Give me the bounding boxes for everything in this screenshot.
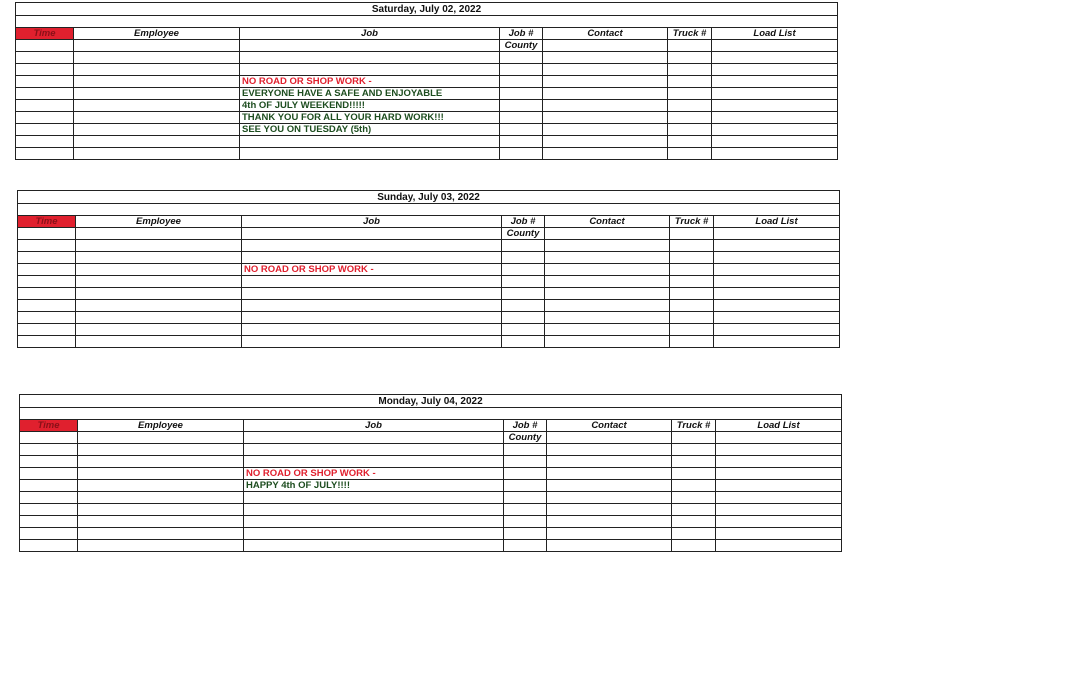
job-note: THANK YOU FOR ALL YOUR HARD WORK!!! [240,112,500,124]
table-row [18,240,840,252]
employee-column-header: Employee [76,216,242,228]
job-note: NO ROAD OR SHOP WORK - [242,264,502,276]
employee-column-header: Employee [74,28,240,40]
table-row [20,540,842,552]
job-note: 4th OF JULY WEEKEND!!!!! [240,100,500,112]
schedule-table-saturday [15,2,838,160]
contact-column-header: Contact [545,216,670,228]
job-number-column-header: Job # [504,420,547,432]
table-row [16,124,838,136]
employee-column-header: Employee [78,420,244,432]
table-row [16,88,838,100]
county-column-header: County [504,432,547,444]
table-row [20,504,842,516]
date-heading: Monday, July 04, 2022 [20,395,842,408]
date-heading: Saturday, July 02, 2022 [16,3,838,16]
job-number-column-header: Job # [502,216,545,228]
table-row [16,52,838,64]
table-row [20,480,842,492]
table-row [20,444,842,456]
table-row [20,516,842,528]
table-row [18,288,840,300]
table-row [18,324,840,336]
contact-column-header: Contact [543,28,668,40]
table-row [18,276,840,288]
job-note: NO ROAD OR SHOP WORK - [244,468,504,480]
table-row [16,100,838,112]
county-column-header: County [502,228,545,240]
table-row [20,456,842,468]
job-note: EVERYONE HAVE A SAFE AND ENJOYABLE [240,88,500,100]
county-column-header: County [500,40,543,52]
truck-column-header: Truck # [670,216,714,228]
time-column-header: Time [18,216,76,228]
time-column-header: Time [20,420,78,432]
contact-column-header: Contact [547,420,672,432]
table-row [20,528,842,540]
table-row [18,300,840,312]
job-column-header: Job [244,420,504,432]
load-list-column-header: Load List [716,420,842,432]
table-row [16,148,838,160]
table-row [20,468,842,480]
table-row [18,312,840,324]
job-column-header: Job [242,216,502,228]
table-row [16,64,838,76]
table-row [18,252,840,264]
job-note: NO ROAD OR SHOP WORK - [240,76,500,88]
load-list-column-header: Load List [714,216,840,228]
job-column-header: Job [240,28,500,40]
load-list-column-header: Load List [712,28,838,40]
job-note: SEE YOU ON TUESDAY (5th) [240,124,500,136]
table-row [16,112,838,124]
truck-column-header: Truck # [672,420,716,432]
table-row [18,336,840,348]
time-column-header: Time [16,28,74,40]
job-number-column-header: Job # [500,28,543,40]
date-heading: Sunday, July 03, 2022 [18,191,840,204]
schedule-table-sunday [17,190,840,348]
job-note: HAPPY 4th OF JULY!!!! [244,480,504,492]
table-row [20,492,842,504]
table-row [16,76,838,88]
truck-column-header: Truck # [668,28,712,40]
schedule-table-monday [19,394,842,552]
table-row [16,136,838,148]
table-row [18,264,840,276]
